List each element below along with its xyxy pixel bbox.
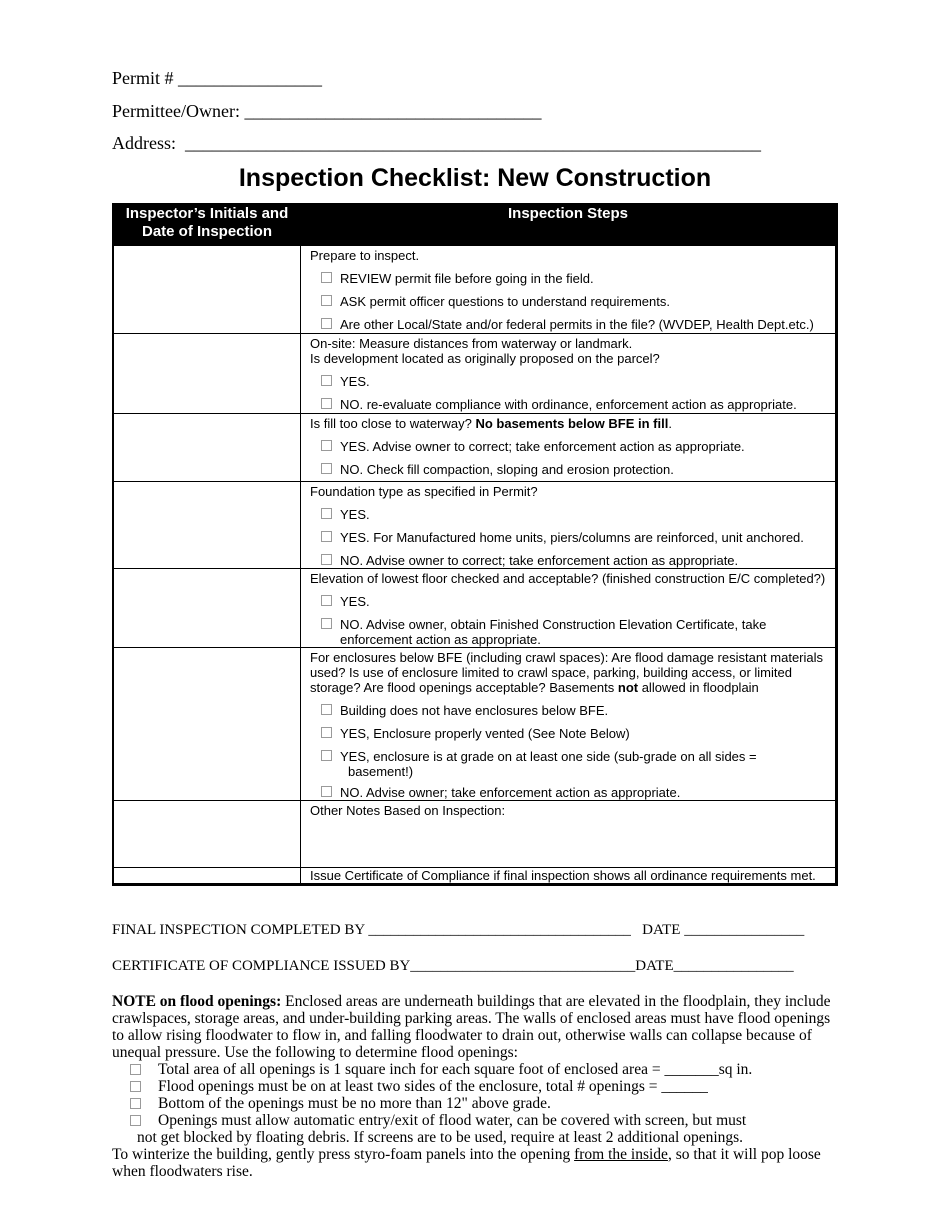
checkbox-icon[interactable] xyxy=(130,1064,141,1075)
step-text: Foundation type as specified in Permit? xyxy=(310,484,538,499)
initials-cell[interactable] xyxy=(113,414,301,482)
note-closing: To winterize the building, gently press styro-foam panels into the opening from the inside, so that it will pop loose when floodwaters rise. xyxy=(112,1146,821,1180)
note-bullet: Openings must allow automatic entry/exit of flood water, can be covered with screen, but must xyxy=(112,1112,834,1129)
flood-openings-note xyxy=(112,993,834,1180)
checkbox-option[interactable]: YES. xyxy=(301,507,835,522)
note-heading: NOTE on flood openings: xyxy=(112,993,282,1010)
step-text: Is development located as originally proposed on the parcel? xyxy=(310,351,660,366)
note-bullet: Total area of all openings is 1 square inch for each square foot of enclosed area = _______sq in. xyxy=(112,1061,834,1078)
step-text: Prepare to inspect. xyxy=(310,248,420,263)
checkbox-option[interactable]: Building does not have enclosures below BFE. xyxy=(301,703,835,718)
final-inspection-signature-line[interactable]: FINAL INSPECTION COMPLETED BY ___________________________________ DATE ________________ xyxy=(112,922,805,938)
checkbox-icon[interactable] xyxy=(321,398,332,409)
initials-cell[interactable] xyxy=(113,246,301,334)
checkbox-icon[interactable] xyxy=(321,531,332,542)
table-row xyxy=(113,334,837,414)
checkbox-icon[interactable] xyxy=(321,595,332,606)
permittee-owner-field[interactable]: Permittee/Owner: _________________________________ xyxy=(112,101,542,121)
checkbox-icon[interactable] xyxy=(321,786,332,797)
address-field[interactable]: Address: ________________________________________________________________ xyxy=(112,133,761,153)
checkbox-option[interactable]: YES. xyxy=(301,374,835,389)
step-text: Issue Certificate of Compliance if final inspection shows all ordinance requirements met. xyxy=(310,868,816,883)
checkbox-option[interactable]: YES, Enclosure properly vented (See Note Below) xyxy=(301,726,835,741)
checkbox-icon[interactable] xyxy=(321,750,332,761)
checkbox-icon[interactable] xyxy=(321,375,332,386)
checkbox-option[interactable]: ASK permit officer questions to understand requirements. xyxy=(301,294,835,309)
table-row xyxy=(113,648,837,801)
initials-date-header: Inspector’s Initials and Date of Inspection xyxy=(113,204,301,246)
inspection-steps-header: Inspection Steps xyxy=(301,204,837,246)
checkbox-option[interactable]: YES, enclosure is at grade on at least one side (sub-grade on all sides = basement!) xyxy=(301,749,835,779)
checkbox-icon[interactable] xyxy=(130,1115,141,1126)
table-header-row xyxy=(113,204,837,246)
checkbox-option[interactable]: NO. Advise owner to correct; take enforcement action as appropriate. xyxy=(301,553,835,568)
checkbox-option[interactable]: NO. Advise owner, obtain Finished Construction Elevation Certificate, take enforcement action as appropriate. xyxy=(301,617,835,647)
permit-number-field[interactable]: Permit # ________________ xyxy=(112,68,322,88)
initials-cell[interactable] xyxy=(113,648,301,801)
step-text: For enclosures below BFE (including crawl spaces): Are flood damage resistant materials used? Is use of enclosure limited to crawl space, parking, building access, or limited storage? Are flood openings acceptable? Basements not allowed in floodplain xyxy=(310,650,824,695)
step-text: Other Notes Based on Inspection: xyxy=(310,803,506,818)
checkbox-icon[interactable] xyxy=(321,463,332,474)
checkbox-icon[interactable] xyxy=(321,727,332,738)
checkbox-icon[interactable] xyxy=(130,1098,141,1109)
table-row xyxy=(113,801,837,868)
certificate-compliance-signature-line[interactable]: CERTIFICATE OF COMPLIANCE ISSUED BY______________________________DATE________________ xyxy=(112,958,794,974)
checkbox-option[interactable]: NO. re-evaluate compliance with ordinance, enforcement action as appropriate. xyxy=(301,397,835,412)
table-row xyxy=(113,414,837,482)
checkbox-icon[interactable] xyxy=(321,440,332,451)
checkbox-icon[interactable] xyxy=(321,618,332,629)
note-bullet-continuation: not get blocked by floating debris. If screens are to be used, require at least 2 additional openings. xyxy=(137,1129,744,1146)
checkbox-icon[interactable] xyxy=(321,295,332,306)
step-text: Elevation of lowest floor checked and acceptable? (finished construction E/C completed?) xyxy=(310,571,826,586)
table-row xyxy=(113,569,837,648)
checkbox-option[interactable]: YES. Advise owner to correct; take enforcement action as appropriate. xyxy=(301,439,835,454)
initials-cell[interactable] xyxy=(113,482,301,569)
checkbox-icon[interactable] xyxy=(321,508,332,519)
page-title: Inspection Checklist: New Construction xyxy=(238,164,712,192)
step-text: On-site: Measure distances from waterway or landmark. xyxy=(310,336,633,351)
step-text: Is fill too close to waterway? No basements below BFE in fill. xyxy=(310,416,672,431)
table-row xyxy=(113,246,837,334)
initials-cell[interactable] xyxy=(113,868,301,885)
initials-cell[interactable] xyxy=(113,334,301,414)
checkbox-icon[interactable] xyxy=(321,318,332,329)
other-notes-cell[interactable] xyxy=(301,801,837,868)
table-row xyxy=(113,868,837,885)
checkbox-option[interactable]: YES. xyxy=(301,594,835,609)
checkbox-option[interactable]: YES. For Manufactured home units, piers/columns are reinforced, unit anchored. xyxy=(301,530,835,545)
note-body: Enclosed areas are underneath buildings that are elevated in the floodplain, they include crawlspaces, storage areas, and under-building parking areas. The walls of enclosed areas must have flood openings to allow rising floodwater to flow in, and falling floodwater to drain out, otherwise walls can collapse because of unequal pressure. Use the following to determine flood openings: xyxy=(112,993,831,1061)
checkbox-option[interactable]: Are other Local/State and/or federal permits in the file? (WVDEP, Health Dept.etc.) xyxy=(301,317,835,332)
checkbox-icon[interactable] xyxy=(321,554,332,565)
checkbox-option[interactable]: REVIEW permit file before going in the field. xyxy=(301,271,835,286)
initials-cell[interactable] xyxy=(113,569,301,648)
checkbox-icon[interactable] xyxy=(321,272,332,283)
inspection-checklist-table xyxy=(112,203,838,886)
table-row xyxy=(113,482,837,569)
initials-cell[interactable] xyxy=(113,801,301,868)
note-bullet: Bottom of the openings must be no more than 12" above grade. xyxy=(112,1095,834,1112)
checkbox-option[interactable]: NO. Check fill compaction, sloping and erosion protection. xyxy=(301,462,835,477)
checkbox-option[interactable]: NO. Advise owner; take enforcement action as appropriate. xyxy=(301,785,835,800)
checkbox-icon[interactable] xyxy=(130,1081,141,1092)
note-bullet: Flood openings must be on at least two sides of the enclosure, total # openings = ______ xyxy=(112,1078,834,1095)
checkbox-icon[interactable] xyxy=(321,704,332,715)
